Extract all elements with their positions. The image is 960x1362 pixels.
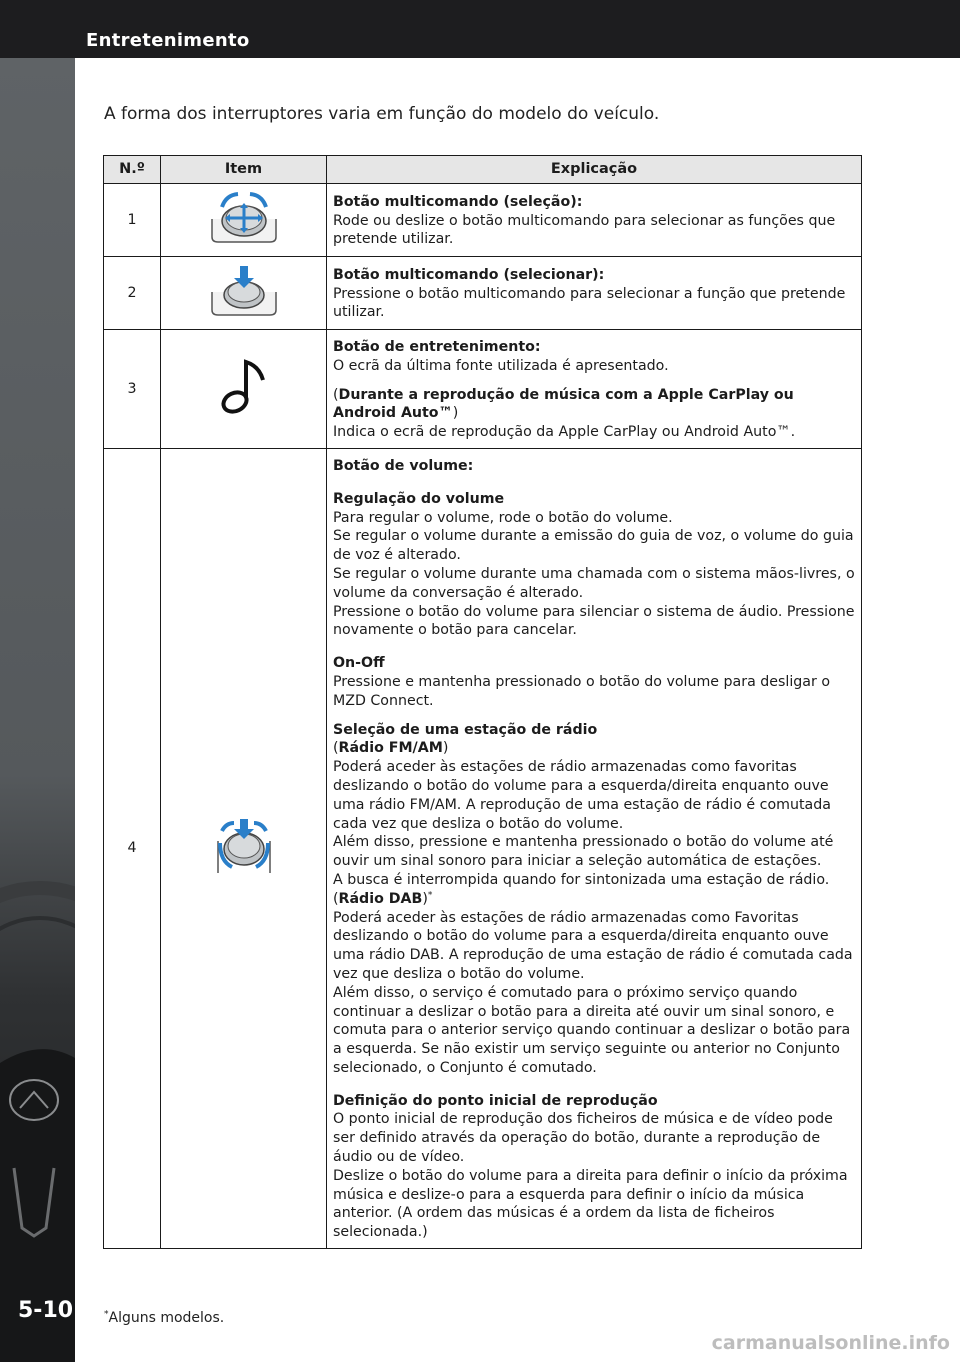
row-title: Botão de entretenimento: [333, 339, 541, 355]
row-title: Botão de volume: [333, 457, 474, 474]
section-volume-line: Se regular o volume durante a emissão do guia de voz, o volume do guia de voz é alterado. [333, 528, 854, 564]
row-title: Botão multicomando (seleção): [333, 193, 583, 210]
row-subtext: Indica o ecrã de reprodução da Apple CarPlay ou Android Auto™. [333, 424, 796, 441]
controls-table [103, 155, 862, 1249]
row-num: 1 [104, 184, 161, 257]
row-item [161, 184, 327, 257]
footnote-text: Alguns modelos. [108, 1310, 225, 1326]
col-header-explanation: Explicação [327, 156, 862, 184]
page-number: 5-10 [18, 1298, 74, 1323]
table-row [104, 184, 862, 257]
multi-command-knob-press-icon [204, 262, 284, 318]
row-text: Rode ou deslize o botão multicomando para selecionar as funções que pretende utilizar. [333, 212, 836, 248]
section-volume-line: Se regular o volume durante uma chamada com o sistema mãos-livres, o volume da conversação é alterado. [333, 565, 855, 601]
row-num: 4 [104, 448, 161, 1248]
paren-close: ) [452, 405, 459, 422]
section-volume-line: Pressione o botão do volume para silenciar o sistema de áudio. Pressione novamente o botão para cancelar. [333, 603, 855, 639]
row-item [161, 448, 327, 1248]
intro-text: A forma dos interruptores varia em função do modelo do veículo. [104, 104, 660, 124]
sidebar-dashboard-art [0, 58, 75, 1362]
footnote [104, 1310, 224, 1326]
radio-dab-label: (Rádio DAB)* [333, 889, 433, 907]
col-header-item: Item [161, 156, 327, 184]
section-playback-line: O ponto inicial de reprodução dos ficheiros de música e de vídeo pode ser definido através da operação do botão, durante a reprodução de áudio ou de vídeo. [333, 1111, 833, 1166]
radio-fm-label: (Rádio FM/AM) [333, 740, 449, 757]
section-volume-title: Regulação do volume [333, 490, 505, 507]
radio-fm-line: Além disso, pressione e mantenha pressionado o botão do volume até ouvir um sinal sonoro para iniciar a seleção automática de estações. [333, 834, 834, 870]
row-subsection [333, 386, 855, 424]
row-item [161, 330, 327, 449]
row-text: Pressione o botão multicomando para selecionar a função que pretende utilizar. [333, 285, 846, 321]
section-volume-line: Para regular o volume, rode o botão do volume. [333, 509, 673, 526]
row-explanation [327, 448, 862, 1248]
radio-fm-label-text: Rádio FM/AM [338, 740, 443, 757]
page-header [0, 0, 960, 58]
row-item [161, 257, 327, 330]
row-title: Botão multicomando (selecionar): [333, 266, 605, 283]
radio-fm-line: Poderá aceder às estações de rádio armazenadas como favoritas deslizando o botão do volume para a esquerda/direita enquanto ouve uma rádio FM/AM. A reprodução de uma estação de rádio é comutada cada vez que desliza o botão do volume. [333, 759, 831, 832]
section-radio-title: Seleção de uma estação de rádio [333, 721, 598, 738]
footnote-mark: * [104, 1309, 109, 1320]
radio-dab-label-text: Rádio DAB [338, 890, 423, 907]
col-header-num: N.º [104, 156, 161, 184]
volume-knob-icon [212, 817, 276, 875]
radio-dab-line: Além disso, o serviço é comutado para o próximo serviço quando continuar a deslizar o botão para a direita até ouvir um sinal sonoro, e comuta para o anterior serviço quando continuar a deslizar o botão para a esquerda. Se não existir um serviço seguinte ou anterior no Conjunto selecionado, o Conjunto é comutado. [333, 984, 851, 1076]
row-text: O ecrã da última fonte utilizada é apresentado. [333, 357, 669, 374]
table-row [104, 330, 862, 449]
section-onoff-title: On-Off [333, 655, 385, 672]
row-num: 2 [104, 257, 161, 330]
row-explanation [327, 257, 862, 330]
row-explanation [327, 184, 862, 257]
table-header-row [104, 156, 862, 184]
row-explanation [327, 330, 862, 449]
section-playback-line: Deslize o botão do volume para a direita para definir o início da próxima música e deslize-o para a esquerda para definir o início da música anterior. (A ordem das músicas é a ordem da lista de ficheiros selecionada.) [333, 1167, 848, 1241]
paren-open: ( [333, 386, 339, 403]
row-num: 3 [104, 330, 161, 449]
section-title: Entretenimento [86, 30, 250, 51]
radio-dab-line: Poderá aceder às estações de rádio armazenadas como Favoritas deslizando o botão do volume para a esquerda/direita enquanto ouve uma rádio DAB. A reprodução de uma estação de rádio é comutada cada vez que desliza o botão do volume. [333, 909, 853, 982]
section-playback-title: Definição do ponto inicial de reprodução [333, 1092, 658, 1109]
section-onoff-text: Pressione e mantenha pressionado o botão do volume para desligar o MZD Connect. [333, 673, 831, 709]
watermark: carmanualsonline.info [711, 1332, 950, 1354]
table-row [104, 448, 862, 1248]
steering-wheel-illustration [0, 58, 75, 1362]
music-note-icon [219, 356, 269, 416]
radio-fm-line: A busca é interrompida quando for sintonizada uma estação de rádio. [333, 871, 830, 888]
multi-command-knob-select-icon [204, 189, 284, 245]
footnote-mark: * [427, 889, 433, 900]
row-subtitle: Durante a reprodução de música com a Apple CarPlay ou Android Auto™ [333, 386, 794, 422]
table-row [104, 257, 862, 330]
